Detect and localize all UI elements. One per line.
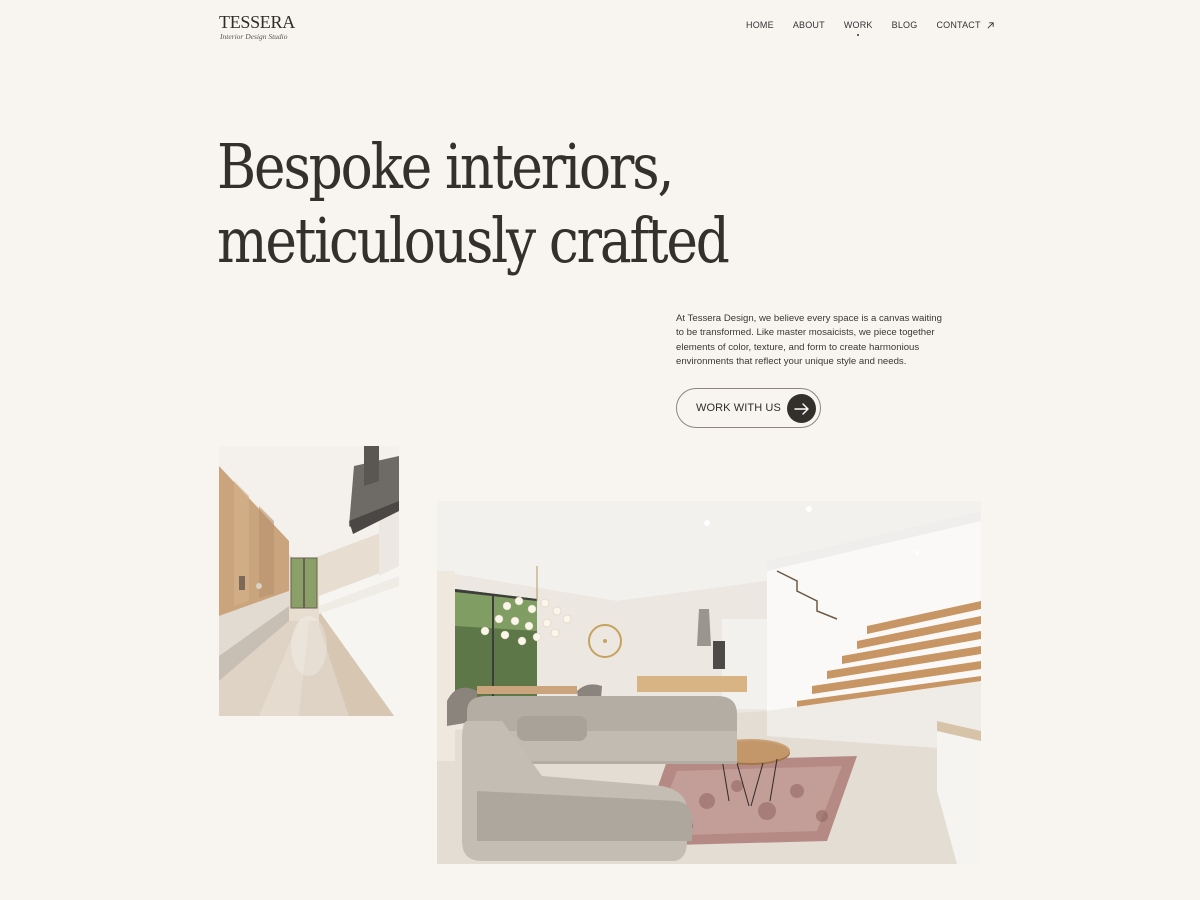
nav-blog[interactable]: BLOG <box>891 20 918 30</box>
nav-about[interactable]: ABOUT <box>792 20 825 30</box>
nav-work[interactable]: WORK <box>843 20 873 30</box>
brand-name: TESSERA <box>219 12 295 32</box>
cta-arrow-circle <box>787 394 816 423</box>
main-nav <box>746 20 995 30</box>
hero-title <box>217 130 819 278</box>
nav-contact-label: CONTACT <box>936 20 981 30</box>
work-with-us-button[interactable] <box>676 388 821 428</box>
arrow-up-right-icon <box>986 21 995 30</box>
nav-home[interactable]: HOME <box>746 20 774 30</box>
kitchen-photo <box>219 446 399 716</box>
brand-logo[interactable] <box>219 12 295 41</box>
living-room-photo <box>437 501 981 864</box>
intro-paragraph: At Tessera Design, we believe every space is a canvas waiting to be transformed. Like master mosaicists, we piece together elements of color, texture, and form to create harmonious environments that reflect your unique style and needs. <box>676 313 942 368</box>
cta-label: WORK WITH US <box>696 402 781 414</box>
hero-title-line-2: meticulously crafted <box>217 204 728 277</box>
brand-tagline: Interior Design Studio <box>220 32 288 41</box>
nav-contact[interactable] <box>936 20 994 30</box>
arrow-right-icon <box>794 403 810 415</box>
hero-title-line-1: Bespoke interiors, <box>217 130 673 203</box>
